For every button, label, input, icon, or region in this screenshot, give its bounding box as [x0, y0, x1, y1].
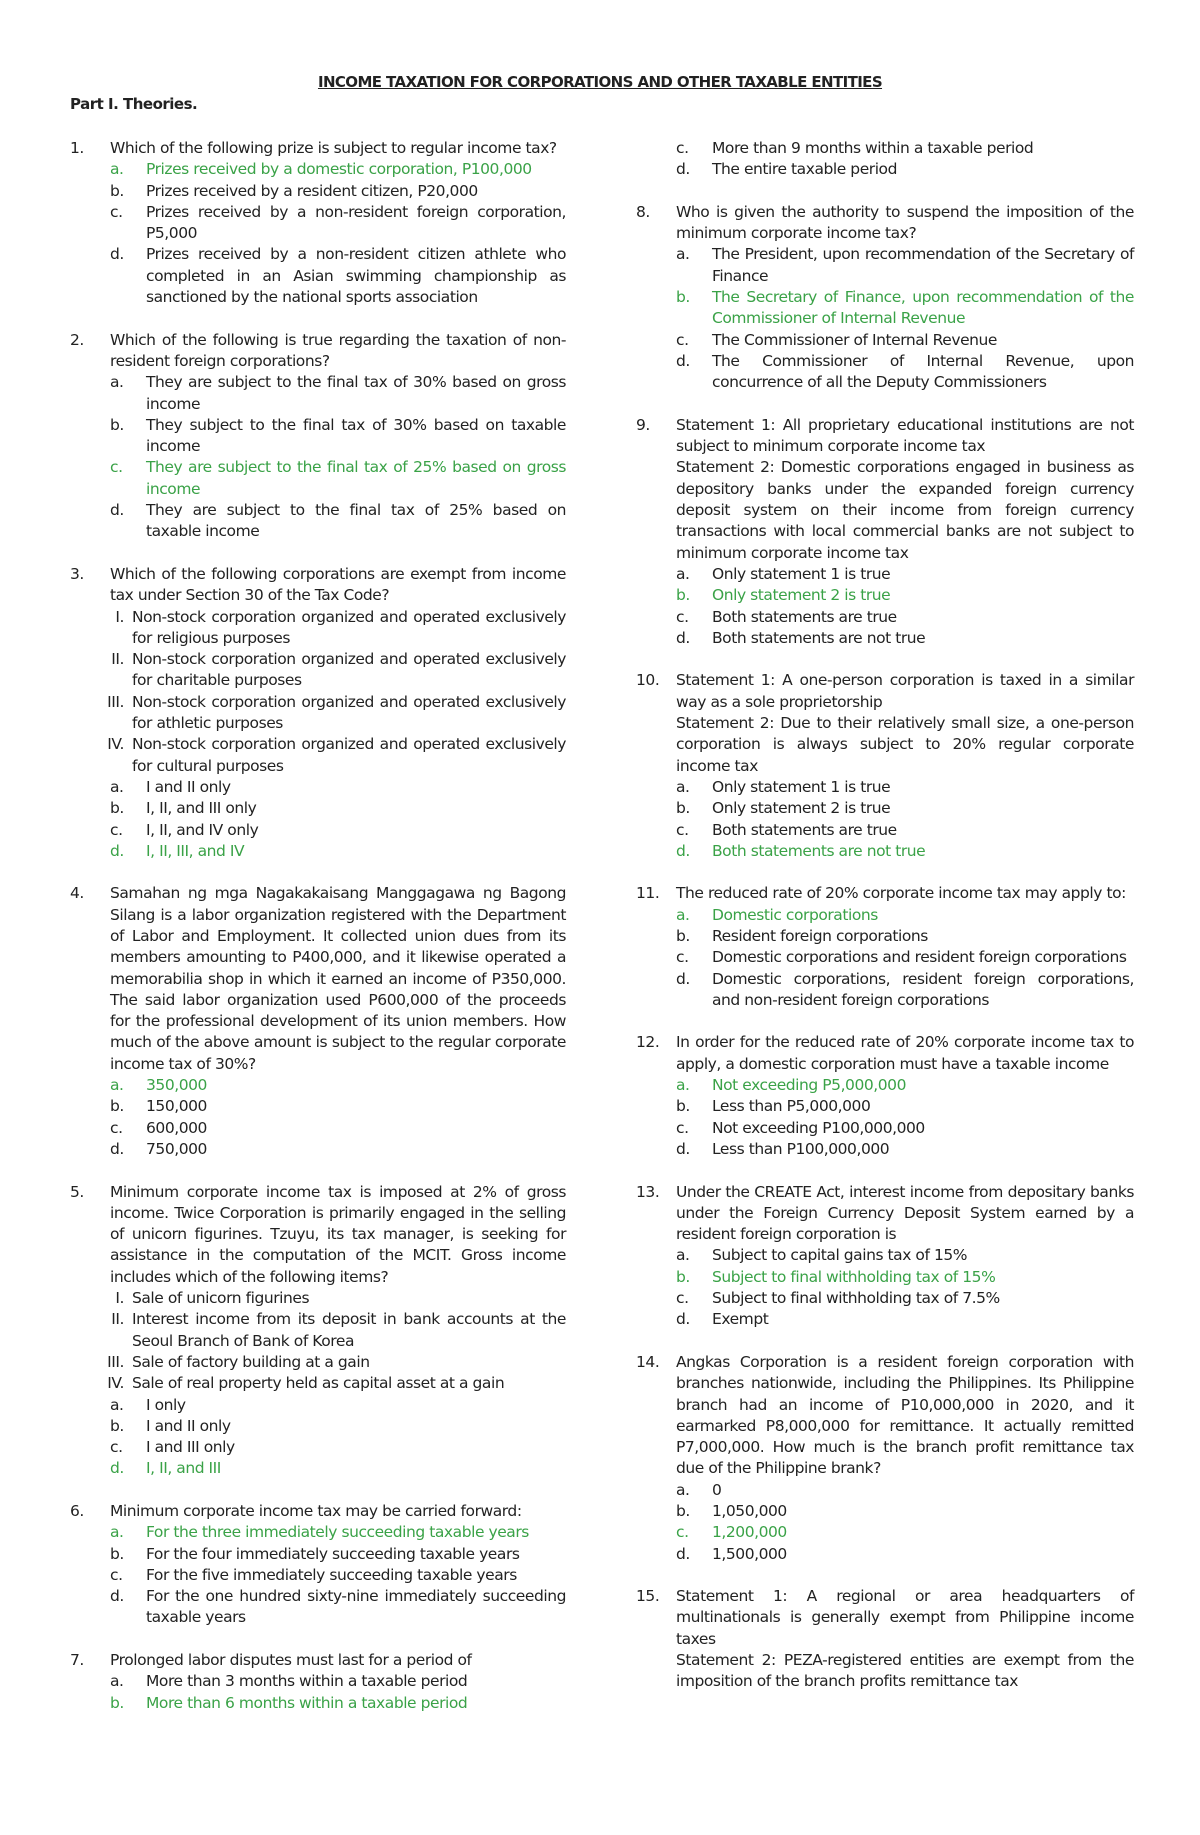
choice	[676, 969, 1134, 1012]
choice-letter: a.	[110, 1523, 124, 1542]
choice-text: I and III only	[146, 1438, 235, 1457]
choice-correct	[110, 1075, 566, 1096]
choice-text: I and II only	[146, 1416, 231, 1435]
roman-text: Sale of real property held as capital asset at a gain	[132, 1374, 505, 1393]
choice-text: Less than P100,000,000	[712, 1139, 890, 1158]
choice	[110, 415, 566, 458]
choice-letter: d.	[676, 841, 690, 860]
choice-letter: b.	[110, 1097, 124, 1116]
choice-text: 350,000	[146, 1076, 207, 1095]
choice	[110, 1671, 566, 1692]
question-body	[676, 1352, 1134, 1565]
choice-letter: b.	[676, 1097, 690, 1116]
question-12	[636, 1032, 1134, 1160]
choice	[110, 1565, 566, 1586]
choice-correct	[676, 287, 1134, 330]
choice	[110, 777, 566, 798]
question-number: 2.	[70, 330, 84, 349]
choice-text: Subject to capital gains tax of 15%	[712, 1246, 968, 1265]
choice-letter: d.	[676, 351, 690, 370]
choice	[110, 372, 566, 415]
choice-text: For the five immediately succeeding taxable years	[146, 1565, 517, 1584]
choice-text: Resident foreign corporations	[712, 926, 928, 945]
choice-letter: a.	[676, 1076, 690, 1095]
question-body	[676, 1586, 1134, 1692]
choice-letter: d.	[110, 1587, 124, 1606]
question-4	[70, 883, 566, 1160]
choice	[676, 947, 1134, 968]
choice-letter: d.	[676, 1544, 690, 1563]
question-2	[70, 330, 566, 543]
choice-letter: d.	[676, 628, 690, 647]
question-body	[107, 1182, 566, 1480]
choice-letter: a.	[676, 905, 690, 924]
choice-correct	[676, 841, 1134, 862]
choice-text: I, II, and III	[146, 1459, 221, 1478]
choice-letter: b.	[110, 181, 124, 200]
question-14	[636, 1352, 1134, 1565]
choice-letter: b.	[110, 1693, 124, 1712]
choice-text: Both statements are true	[712, 820, 897, 839]
roman-text: Non-stock corporation organized and operated exclusively for cultural purposes	[132, 735, 566, 775]
roman-item	[107, 1373, 566, 1394]
choice-text: 1,500,000	[712, 1544, 787, 1563]
choice-letter: c.	[676, 1118, 689, 1137]
question-text: Prolonged labor disputes must last for a period of	[110, 1651, 472, 1670]
choice	[676, 607, 1134, 628]
choice	[676, 138, 1134, 159]
question-body	[676, 138, 1134, 181]
choice-text: The entire taxable period	[712, 160, 897, 179]
choice	[676, 1139, 1134, 1160]
choice	[676, 1309, 1134, 1330]
choice-letter: b.	[110, 415, 124, 434]
choice-letter: b.	[676, 586, 690, 605]
choice-letter: b.	[110, 799, 124, 818]
question-text: Who is given the authority to suspend the imposition of the minimum corporate income tax?	[676, 202, 1134, 243]
choice-text: They are subject to the final tax of 25% based on taxable income	[146, 501, 566, 541]
choice	[110, 1544, 566, 1565]
choice-correct	[110, 159, 566, 180]
choice-letter: c.	[676, 1289, 689, 1308]
question-text: The reduced rate of 20% corporate income tax may apply to:	[676, 884, 1126, 903]
question-body	[676, 202, 1134, 394]
choice-text: 1,050,000	[712, 1502, 787, 1520]
choice-text: Domestic corporations and resident foreign corporations	[712, 948, 1127, 967]
choice-text: Domestic corporations	[712, 905, 878, 924]
question-number: 13.	[636, 1182, 660, 1201]
choice-text: They subject to the final tax of 30% based on taxable income	[146, 415, 566, 456]
choice	[676, 628, 1134, 649]
choice	[110, 181, 566, 202]
choice	[676, 1501, 1134, 1522]
question-text: Minimum corporate income tax may be carried forward:	[110, 1502, 522, 1520]
roman-text: Sale of unicorn figurines	[132, 1289, 310, 1308]
question-text: Minimum corporate income tax is imposed at 2% of gross income. Twice Corporation is primarily engaged in the selling of unicorn figurines. Tzuyu, its tax manager, is seeking for assistance in the computation of the MCIT. Gross income includes which of the following items?	[110, 1182, 566, 1286]
choice-letter: c.	[110, 1565, 123, 1584]
roman-text: Non-stock corporation organized and operated exclusively for charitable purposes	[132, 650, 566, 690]
roman-numeral: III.	[107, 1352, 124, 1371]
roman-numeral: IV.	[107, 735, 124, 754]
choice	[110, 244, 566, 308]
choice-letter: d.	[676, 1139, 690, 1158]
choice	[110, 1139, 566, 1160]
choice-correct	[110, 1693, 566, 1714]
choice-text: Prizes received by a domestic corporation, P100,000	[146, 160, 532, 179]
choice-text: Only statement 1 is true	[712, 564, 891, 583]
choice-correct	[676, 1267, 1134, 1288]
choice	[110, 202, 566, 245]
roman-text: Non-stock corporation organized and operated exclusively for religious purposes	[132, 607, 566, 647]
choice-text: Domestic corporations, resident foreign corporations, and non-resident foreign corporations	[712, 969, 1134, 1009]
choice-letter: a.	[110, 160, 124, 179]
question-text: Which of the following is true regarding the taxation of non-resident foreign corporations?	[110, 330, 566, 370]
choice-letter: a.	[676, 777, 690, 796]
choice-text: I, II, and IV only	[146, 820, 259, 839]
choice-text: Subject to final withholding tax of 15%	[712, 1267, 996, 1286]
choice	[676, 159, 1134, 180]
choice-letter: d.	[110, 245, 124, 264]
choice-text: Not exceeding P5,000,000	[712, 1076, 907, 1095]
choice	[110, 1096, 566, 1117]
choice-text: 750,000	[146, 1139, 207, 1158]
question-body	[676, 883, 1134, 1011]
choice-text: 600,000	[146, 1118, 207, 1137]
statement-1: Statement 1: All proprietary educational institutions are not subject to minimum corporate income tax	[676, 415, 1134, 456]
question-body	[110, 138, 566, 308]
choice	[676, 1118, 1134, 1139]
choice-text: Not exceeding P100,000,000	[712, 1118, 925, 1137]
question-number: 12.	[636, 1033, 660, 1052]
choice-correct	[676, 1522, 1134, 1543]
question-number: 7.	[70, 1651, 84, 1670]
choice-letter: c.	[110, 1118, 123, 1137]
question-number: 1.	[70, 139, 84, 157]
choice-letter: a.	[110, 373, 124, 392]
question-body	[110, 330, 566, 543]
question-10	[636, 670, 1134, 862]
choice-letter: b.	[110, 1416, 124, 1435]
question-number: 15.	[636, 1587, 660, 1606]
statement-1: Statement 1: A one-person corporation is taxed in a similar way as a sole proprietorship	[676, 671, 1134, 711]
choice-text: Only statement 1 is true	[712, 777, 891, 796]
choice-text: I, II, III, and IV	[146, 841, 245, 860]
choice-letter: b.	[110, 1544, 124, 1563]
question-number: 10.	[636, 671, 660, 690]
choice-letter: b.	[676, 1267, 690, 1286]
choice-letter: a.	[110, 777, 124, 796]
choice-text: More than 3 months within a taxable period	[146, 1672, 468, 1691]
question-13	[636, 1182, 1134, 1331]
choice	[676, 798, 1134, 819]
choice-letter: b.	[676, 1502, 690, 1520]
question-1	[70, 138, 566, 308]
choice	[676, 1288, 1134, 1309]
roman-numeral: II.	[111, 650, 124, 669]
choice	[676, 564, 1134, 585]
choice-correct	[676, 905, 1134, 926]
question-number: 11.	[636, 884, 660, 903]
choice-text: Prizes received by a resident citizen, P20,000	[146, 181, 478, 200]
question-number: 5.	[70, 1182, 84, 1201]
choice-letter: a.	[110, 1672, 124, 1691]
part-heading: Part I. Theories.	[70, 95, 198, 113]
question-body	[676, 670, 1134, 862]
question-body	[676, 1182, 1134, 1331]
question-number: 8.	[636, 202, 650, 221]
choice	[676, 1480, 1134, 1501]
choice-letter: c.	[110, 820, 123, 839]
choice-letter: a.	[676, 1480, 690, 1499]
choice-letter: c.	[676, 330, 689, 349]
choice-text: More than 6 months within a taxable period	[146, 1693, 468, 1712]
choice-text: They are subject to the final tax of 30% based on gross income	[146, 373, 566, 413]
choice-letter: a.	[110, 1076, 124, 1095]
choice-text: The Secretary of Finance, upon recommendation of the Commissioner of Internal Revenue	[712, 288, 1134, 328]
choice	[676, 1096, 1134, 1117]
question-7	[70, 1650, 566, 1714]
choice-text: For the four immediately succeeding taxable years	[146, 1544, 520, 1563]
question-8	[636, 202, 1134, 394]
choice-letter: a.	[676, 1246, 690, 1265]
question-number: 3.	[70, 564, 84, 583]
choice	[676, 820, 1134, 841]
choice-text: I and II only	[146, 777, 231, 796]
statement-2: Statement 2: PEZA-registered entities are exempt from the imposition of the branch profits remittance tax	[676, 1651, 1134, 1691]
choice-letter: c.	[110, 202, 123, 221]
question-6	[70, 1501, 566, 1629]
choice-letter: d.	[676, 969, 690, 988]
choice-text: Only statement 2 is true	[712, 586, 891, 605]
choice-text: Only statement 2 is true	[712, 799, 891, 818]
question-5	[70, 1182, 566, 1480]
choice	[676, 1544, 1134, 1565]
choice-text: The Commissioner of Internal Revenue	[712, 330, 997, 349]
choice-correct	[676, 585, 1134, 606]
question-text: In order for the reduced rate of 20% corporate income tax to apply, a domestic corporation must have a taxable income	[676, 1033, 1134, 1073]
choice-letter: c.	[676, 139, 689, 157]
choice-text: The President, upon recommendation of the Secretary of Finance	[712, 245, 1134, 285]
choice	[110, 1395, 566, 1416]
choice-letter: b.	[676, 926, 690, 945]
choice-text: The Commissioner of Internal Revenue, upon concurrence of all the Deputy Commissioners	[712, 351, 1134, 392]
question-11	[636, 883, 1134, 1011]
question-text: Samahan ng mga Nagakakaisang Manggagawa ng Bagong Silang is a labor organization registered with the Department of Labor and Employment. It collected union dues from its members amounting to P400,000, and it likewise operated a memorabilia shop in which it earned an income of P350,000. The said labor organization used P600,000 of the proceeds for the professional development of its union members. How much of the above amount is subject to the regular corporate income tax of 30%?	[110, 884, 566, 1073]
roman-item	[107, 692, 566, 735]
choice-text: 150,000	[146, 1097, 207, 1116]
question-text: Under the CREATE Act, interest income from depositary banks under the Foreign Currency Deposit System earned by a resident foreign corporation is	[676, 1182, 1134, 1244]
choice-letter: a.	[676, 564, 690, 583]
choice	[676, 244, 1134, 287]
question-text: Which of the following prize is subject to regular income tax?	[110, 139, 557, 157]
choice-text: 0	[712, 1480, 722, 1499]
left-column	[70, 138, 566, 1714]
choice-letter: a.	[676, 245, 690, 264]
choice-letter: d.	[676, 160, 690, 179]
roman-numeral: IV.	[107, 1374, 124, 1393]
choice-text: They are subject to the final tax of 25% based on gross income	[146, 458, 566, 498]
choice-letter: d.	[110, 501, 124, 520]
statement-1: Statement 1: A regional or area headquarters of multinationals is generally exempt from Philippine income taxes	[676, 1587, 1134, 1648]
choice-text: More than 9 months within a taxable period	[712, 139, 1034, 157]
choice-correct	[110, 1458, 566, 1479]
statement-2: Statement 2: Due to their relatively small size, a one-person corporation is always subject to 20% regular corporate income tax	[676, 714, 1134, 775]
choice-letter: a.	[110, 1395, 124, 1414]
statement-2: Statement 2: Domestic corporations engaged in business as depository banks under the expanded foreign currency deposit system on their income from foreign currency transactions with local commercial banks are not subject to minimum corporate income tax	[676, 458, 1134, 562]
choice	[676, 351, 1134, 394]
roman-item	[110, 1288, 566, 1309]
question-text: Angkas Corporation is a resident foreign corporation with branches nationwide, including the Philippines. Its Philippine branch had an income of P10,000,000 in 2020, and it earmarked P8,000,000 for remittance. It actually remitted P7,000,000. How much is the branch profit remittance tax due of the Philippine brank?	[676, 1352, 1134, 1478]
choice-correct	[110, 841, 566, 862]
question-7-continued	[636, 138, 1134, 181]
choice	[110, 798, 566, 819]
choice-text: Both statements are true	[712, 607, 897, 626]
choice-text: Prizes received by a non-resident foreign corporation, P5,000	[146, 202, 566, 243]
question-number: 14.	[636, 1352, 660, 1371]
question-3	[70, 564, 566, 862]
choice-text: Exempt	[712, 1310, 769, 1329]
question-body	[110, 1501, 566, 1629]
choice-letter: c.	[676, 607, 689, 626]
roman-item	[110, 607, 566, 650]
choice	[676, 1245, 1134, 1266]
roman-text: Interest income from its deposit in bank accounts at the Seoul Branch of Bank of Korea	[132, 1310, 566, 1350]
choice	[110, 1586, 566, 1629]
choice-letter: d.	[676, 1310, 690, 1329]
choice-correct	[676, 1075, 1134, 1096]
question-text: Which of the following corporations are exempt from income tax under Section 30 of the Tax Code?	[110, 564, 566, 605]
choice-text: For the one hundred sixty-nine immediately succeeding taxable years	[146, 1587, 566, 1627]
question-number: 4.	[70, 884, 84, 903]
choice-text: 1,200,000	[712, 1523, 787, 1542]
page-title: INCOME TAXATION FOR CORPORATIONS AND OTHER TAXABLE ENTITIES	[317, 73, 883, 91]
question-body	[676, 415, 1134, 649]
choice-text: Both statements are not true	[712, 628, 926, 647]
question-body	[110, 883, 566, 1160]
choice	[676, 926, 1134, 947]
choice	[110, 1118, 566, 1139]
choice-text: Prizes received by a non-resident citizen athlete who completed in an Asian swimming championship as sanctioned by the national sports association	[146, 245, 566, 307]
roman-numeral: I.	[115, 1289, 124, 1308]
choice	[110, 500, 566, 543]
choice-letter: c.	[676, 948, 689, 967]
roman-item	[110, 1309, 566, 1352]
question-number-spacer	[636, 138, 676, 181]
question-9	[636, 415, 1134, 649]
roman-numeral: III.	[107, 692, 124, 711]
choice-text: Less than P5,000,000	[712, 1097, 871, 1116]
roman-text: Non-stock corporation organized and operated exclusively for athletic purposes	[132, 692, 566, 733]
choice-letter: b.	[676, 288, 690, 307]
roman-item	[107, 734, 566, 777]
question-body	[676, 1032, 1134, 1160]
choice-correct	[110, 1522, 566, 1543]
choice	[676, 777, 1134, 798]
question-body	[107, 564, 566, 862]
choice-letter: b.	[676, 799, 690, 818]
question-number: 6.	[70, 1502, 84, 1520]
question-15	[636, 1586, 1134, 1692]
roman-item	[107, 1352, 566, 1373]
choice-letter: d.	[110, 841, 124, 860]
question-number: 9.	[636, 415, 650, 434]
choice-letter: c.	[110, 458, 123, 477]
choice	[110, 1437, 566, 1458]
choice-text: For the three immediately succeeding taxable years	[146, 1523, 529, 1542]
choice-text: I only	[146, 1395, 186, 1414]
choice-text: Subject to final withholding tax of 7.5%	[712, 1289, 1000, 1308]
choice-letter: c.	[676, 1523, 689, 1542]
choice-letter: d.	[110, 1459, 124, 1478]
choice	[110, 1416, 566, 1437]
question-body	[110, 1650, 566, 1714]
choice-letter: c.	[110, 1438, 123, 1457]
roman-item	[110, 649, 566, 692]
choice	[110, 820, 566, 841]
right-column	[636, 138, 1134, 1714]
choice-correct	[110, 457, 566, 500]
choice-text: I, II, and III only	[146, 799, 257, 818]
choice-text: Both statements are not true	[712, 841, 926, 860]
roman-numeral: I.	[115, 607, 124, 626]
roman-numeral: II.	[111, 1310, 124, 1329]
choice-letter: c.	[676, 820, 689, 839]
choice	[676, 330, 1134, 351]
choice-letter: d.	[110, 1139, 124, 1158]
roman-text: Sale of factory building at a gain	[132, 1352, 370, 1371]
